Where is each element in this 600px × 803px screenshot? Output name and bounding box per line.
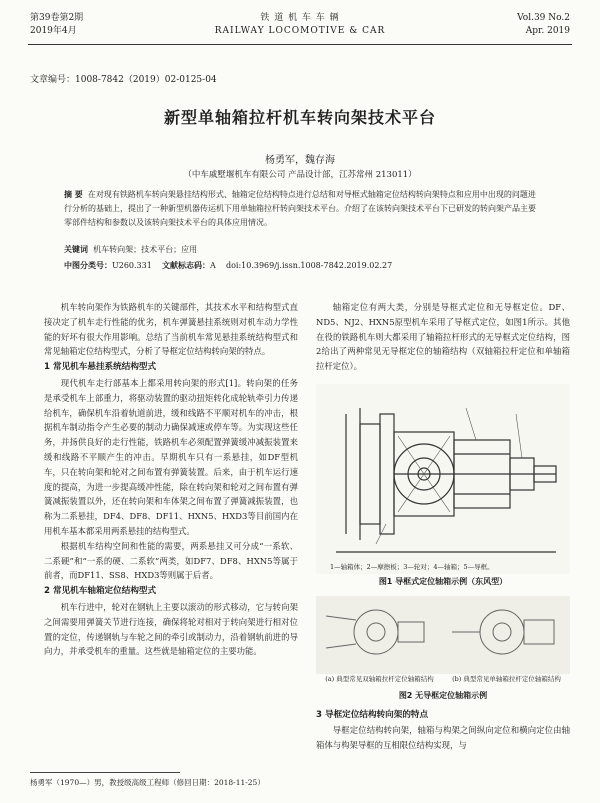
author-footnote: 杨勇军（1970—）男，教授级高级工程师（修回日期：2018-11-25） xyxy=(30,778,265,787)
affiliation: （中车戚墅堰机车有限公司 产品设计部，江苏常州 213011） xyxy=(183,170,417,180)
keywords-text: 机车转向架；技术平台；应用 xyxy=(93,245,198,254)
section-3 xyxy=(316,708,570,752)
abstract-text: 在对现有铁路机车转向架悬挂结构形式、轴箱定位结构特点进行总结和对导框式轴箱定位结构转向架特点和应用中出现的问题进行分析的基础上，提出了一种新型机器传运机下用单轴箱拉杆转向架技术平台。介绍了在该转向架技术平台下已研发的转向架产品主要零部件结构和参数以及该转向架技术平台的具体应用情况。 xyxy=(64,190,536,227)
header-divider xyxy=(28,44,572,45)
figure-2-caption: 图2 无导框定位轴箱示例 xyxy=(398,691,488,700)
doc-code: A xyxy=(210,261,216,270)
section-3-heading: 3 导框定位结构转向架的特点 xyxy=(316,710,429,720)
section-3-paragraph-1: 导框定位结构转向架，轴箱与构架之间纵向定位和横向定位由轴箱体与构架导框的互相限位结构实现，与 xyxy=(316,724,570,750)
keywords xyxy=(64,244,197,255)
volume-issue: 第39卷第2期 xyxy=(30,13,84,23)
keywords-label: 关键词 xyxy=(64,245,88,254)
section-1-paragraph-2: 根据机车结构空间和性能的需要，两系悬挂又可分成“一系软、二系硬”和“一系的硬、二系软”两类，如DF7、DF8、HXN5等属于前者，而DF11、SS8、HXD3等则属于后者。 xyxy=(44,540,298,581)
publication-date: 2019年4月 xyxy=(30,26,77,36)
classification-line xyxy=(64,260,392,271)
abstract xyxy=(64,188,538,230)
left-column xyxy=(44,300,298,659)
intro-paragraph: 机车转向架作为铁路机车的关键部件，其技术水平和结构型式直接决定了机车走行性能的优劣，机车弹簧悬挂系统则对机车动力学性能的好坏有很大作用影响。总结了当前机车常见悬挂系统结构型式和常见轴箱定位结构型式，分析了导框定位结构转向架的特点。 xyxy=(44,302,298,357)
volume-issue-en: Vol.39 No.2 xyxy=(517,13,570,23)
authors: 杨勇军，魏存海 xyxy=(265,155,335,166)
paper-title: 新型单轴箱拉杆机车转向架技术平台 xyxy=(163,108,436,127)
journal-name-cn: 铁 道 机 车 车 辆 xyxy=(260,13,340,23)
journal-name-en: RAILWAY LOCOMOTIVE & CAR xyxy=(214,26,386,36)
section-2-heading: 2 常见机车轴箱定位结构型式 xyxy=(44,586,157,597)
doi: doi:10.3969/j.issn.1008-7842.2019.02.27 xyxy=(225,261,393,270)
axlebox-types-paragraph: 轴箱定位有两大类，分别是导框式定位和无导框定位。DF、ND5、NJ2、HXN5原型机车采用了导框式定位，如图1所示。其他在役的铁路机车则大都采用了轴箱拉杆形式的无导框式定位结构，图2给出了两种常见无导框定位的轴箱结构（双轴箱拉杆定位和单轴箱拉杆定位）。 xyxy=(316,302,570,372)
right-column xyxy=(316,300,570,374)
figure-1-legend: 1—轴箱体；2—摩擦板；3—轮对；4—轴箱；5—导框。 xyxy=(330,563,494,571)
abstract-label: 摘 要 xyxy=(64,190,83,199)
journal-volume-en xyxy=(517,12,570,38)
clc-code: U260.331 xyxy=(112,261,152,270)
figure-1-caption: 图1 导框式定位轴箱示例（东风型） xyxy=(378,577,508,586)
section-2-paragraph-1: 机车行进中，轮对在钢轨上主要以滚动的形式移动，它与转向架之间需要用弹簧关节进行连接，确保将轮对相对于转向架进行相对位置的定位，传递钢轨与车轮之间的牵引或制动力，沿着钢轨前进的导向力，并承受机车的重量。这些就是轴箱定位的主要功能。 xyxy=(44,601,298,657)
figure-1-guide-frame-axlebox xyxy=(316,384,570,574)
clc-label: 中图分类号： xyxy=(64,261,112,270)
figure-2b-label: (b) 典型常见单轴箱拉杆定位轴箱结构 xyxy=(452,675,561,683)
doc-label: 文献标志码： xyxy=(162,261,210,270)
article-number: 文章编号：1008-7842（2019）02-0125-04 xyxy=(30,75,217,85)
publication-date-en: Apr. 2019 xyxy=(525,26,570,36)
section-1-heading: 1 常见机车悬挂系统结构型式 xyxy=(44,362,157,373)
footnote-divider xyxy=(30,772,180,773)
section-1-paragraph-1: 现代机车走行部基本上都采用转向架的形式[1]。转向架的任务是承受机车上部重力，将驱动装置的驱动扭矩转化成轮轨牵引力传递给机车，确保机车沿着轨道前进，缓和线路不平顺对机车的冲击，根据机车制动指令产生必要的制动力确保减速或停车等。为实现这些任务，并扬供良好的走行性能，铁路机车必须配置弹簧缓冲减振装置来缓和线路不平顺产生的冲击。早期机车只有一系悬挂，如DF型机车，只在转向架和轮对之间布置有弹簧装置。后来，由于机车运行速度的提高，为进一步提高缓冲性能，除在转向架和轮对之间布置有弹簧减振装置以外，还在转向架和车体架之间布置了弹簧减振装置，也称为二系悬挂，DF4、DF8、DF11、HXN5、HXD3等目前国内在用机车基本都采用两系悬挂的结构型式。 xyxy=(44,377,298,536)
running-header xyxy=(0,0,600,60)
figure-2a-label: (a) 典型常见双轴箱拉杆定位轴箱结构 xyxy=(325,675,434,683)
figure-2-guideless-axlebox xyxy=(316,596,570,674)
journal-name xyxy=(0,12,600,38)
